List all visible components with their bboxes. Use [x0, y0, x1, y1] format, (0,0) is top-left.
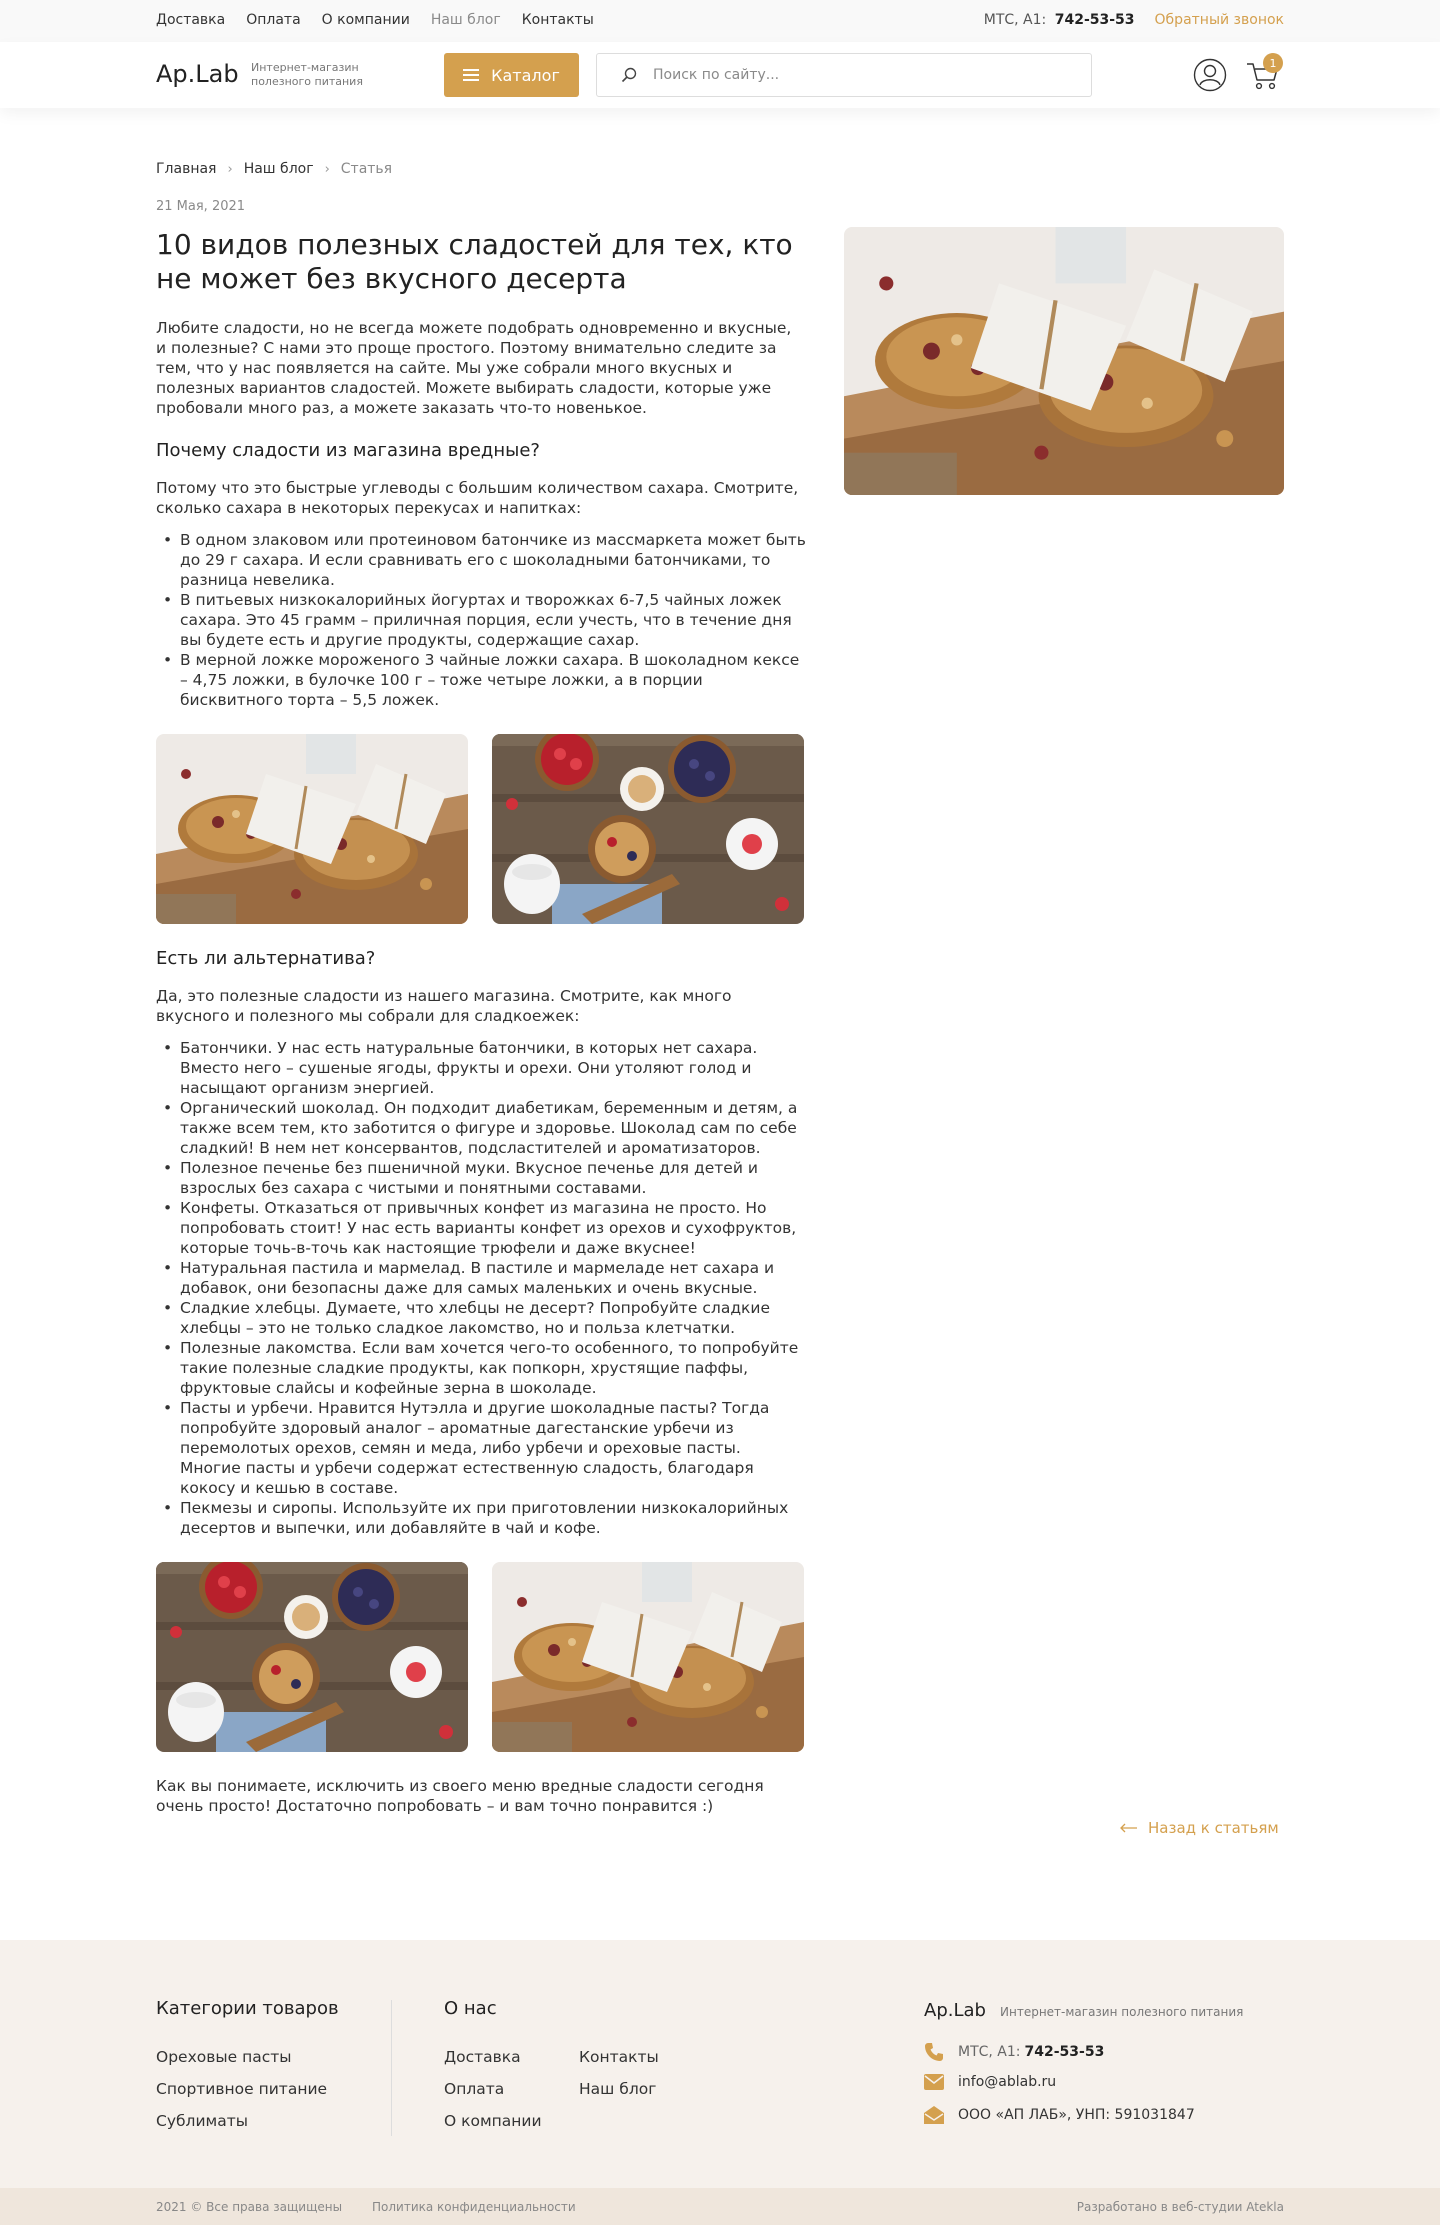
footer-category-link[interactable]: Ореховые пасты [156, 2048, 292, 2066]
bottom-bar [0, 2188, 1440, 2225]
list-item: • Полезные лакомства. Если вам хочется чего-то особенного, то попробуйте такие полезные сладкие продукты, как попкорн, хрустящие паффы, фруктовые слайсы и кофейные зерна в шоколаде. [156, 1338, 806, 1398]
footer-link-blog[interactable]: Наш блог [579, 2080, 657, 2098]
top-nav-delivery[interactable]: Доставка [156, 12, 226, 28]
footer-company [924, 2106, 1195, 2124]
footer-link-payment[interactable]: Оплата [444, 2080, 505, 2098]
arrow-left-icon [1120, 1823, 1138, 1833]
article-intro: Любите сладости, но не всегда можете подобрать одновременно и вкусные, и полезные? С нами это проще простого. Поэтому внимательно следите за тем, что у нас появляется на сайте. Мы уже собрали много вкусных и полезных вариантов сладостей. Можете выбирать сладости, которые уже пробовали много раз, а можете заказать что-то новенькое. [156, 319, 792, 417]
phone-icon [924, 2042, 944, 2062]
phone-number: 742-53-53 [1054, 12, 1135, 28]
list-item: • Пекмезы и сиропы. Используйте их при приготовлении низкокалорийных десертов и выпечки, или добавляйте в чай и кофе. [156, 1498, 806, 1538]
list-item: • Сладкие хлебцы. Думаете, что хлебцы не десерт? Попробуйте сладкие хлебцы – это не только сладкое лакомство, но и польза клетчатки. [156, 1298, 806, 1338]
footer-phone-number: 742-53-53 [1024, 2044, 1105, 2060]
catalog-button[interactable] [444, 53, 579, 97]
privacy-link[interactable]: Политика конфиденциальности [372, 2200, 576, 2214]
chevron-right-icon: › [324, 161, 330, 177]
list-item: • Натуральная пастила и мармелад. В пастиле и мармеладе нет сахара и добавок, они безопасны даже для самых маленьких и очень вкусные. [156, 1258, 806, 1298]
list-item: • Пасты и урбечи. Нравится Нутэлла и другие шоколадные пасты? Тогда попробуйте здоровый аналог – ароматные дагестанские урбечи из перемолотых орехов, семян и меда, либо урбечи и ореховые пасты. Многие пасты и урбечи содержат естественную сладость, благодаря кокосу и кешью в составе. [156, 1398, 806, 1498]
breadcrumb-current: Статья [340, 161, 393, 177]
copyright: 2021 © Все права защищены [156, 2200, 343, 2214]
footer-about-title: О нас [444, 1998, 497, 2019]
footer-company-text: ООО «АП ЛАБ», УНП: 591031847 [958, 2107, 1195, 2123]
back-label: Назад к статьям [1148, 1819, 1279, 1837]
footer [0, 1940, 1440, 2188]
breadcrumb [156, 161, 392, 177]
footer-email-text: info@ablab.ru [958, 2074, 1057, 2090]
developer-credit[interactable]: Разработано в веб-студии Atekla [1076, 2200, 1284, 2214]
callback-link[interactable]: Обратный звонок [1154, 12, 1284, 28]
top-nav-about[interactable]: О компании [321, 12, 410, 28]
footer-divider [391, 2000, 392, 2136]
top-bar [0, 0, 1440, 42]
list-item: • В одном злаковом или протеиновом батончике из массмаркета может быть до 29 г сахара. И если сравнивать его с шоколадными батончиками, то разница невелика. [156, 530, 806, 590]
logo-tagline: Интернет-магазин полезного питания [251, 61, 363, 88]
image-pair [156, 1562, 806, 1752]
menu-icon [463, 69, 479, 81]
cart-count-badge: 1 [1263, 53, 1283, 73]
phone-label: МТС, А1: [983, 12, 1047, 28]
catalog-label: Каталог [491, 65, 560, 85]
list-item: • В питьевых низкокалорийных йогуртах и творожках 6-7,5 чайных ложек сахара. Это 45 грамм – приличная порция, если учесть, что в течение дня вы будете есть и другие продукты, содержащие сахар. [156, 590, 806, 650]
article-paragraph: Да, это полезные сладости из нашего магазина. Смотрите, как много вкусного и полезного мы собрали для сладкоежек: [156, 987, 732, 1025]
footer-link-about[interactable]: О компании [444, 2112, 542, 2130]
list-item: • Органический шоколад. Он подходит диабетикам, беременным и детям, а также всем тем, кто заботится о фигуре и здоровье. Шоколад сам по себе сладкий! В нем нет консервантов, подсластителей и ароматизаторов. [156, 1098, 806, 1158]
top-nav-payment[interactable]: Оплата [246, 12, 301, 28]
footer-category-link[interactable]: Сублиматы [156, 2112, 248, 2130]
section-heading: Есть ли альтернатива? [156, 948, 376, 969]
mail-icon [924, 2074, 944, 2090]
search-box [596, 53, 1092, 97]
granola-bars-image [492, 1562, 804, 1752]
image-pair [156, 734, 806, 924]
footer-tagline: Интернет-магазин полезного питания [1000, 2005, 1244, 2019]
section-heading: Почему сладости из магазина вредные? [156, 440, 540, 461]
top-nav [156, 12, 615, 28]
article-date: 21 Мая, 2021 [156, 199, 246, 214]
header [0, 42, 1440, 108]
list-item: • В мерной ложке мороженого 3 чайные ложки сахара. В шоколадном кексе – 4,75 ложки, в булочке 100 г – тоже четыре ложки, а в порции бисквитного торта – 5,5 ложек. [156, 650, 806, 710]
sugar-list [156, 530, 806, 710]
footer-phone-label: МТС, А1: [958, 2044, 1021, 2060]
top-contacts [984, 12, 1284, 28]
berries-granola-image [492, 734, 804, 924]
list-item: • Батончики. У нас есть натуральные батончики, в которых нет сахара. Вместо него – сушеные ягоды, фрукты и орехи. Они утоляют голод и насыщают организм энергией. [156, 1038, 806, 1098]
breadcrumb-blog[interactable]: Наш блог [243, 161, 314, 177]
phone[interactable] [984, 12, 1135, 28]
footer-categories-title: Категории товаров [156, 1998, 339, 2019]
top-nav-blog[interactable]: Наш блог [430, 12, 501, 28]
article-outro: Как вы понимаете, исключить из своего меню вредные сладости сегодня очень просто! Достаточно попробовать – и вам точно понравится :) [156, 1777, 764, 1815]
search-input[interactable] [653, 67, 1073, 83]
footer-phone[interactable] [924, 2042, 1104, 2062]
berries-granola-image [156, 1562, 468, 1752]
breadcrumb-home[interactable]: Главная [156, 161, 217, 177]
article-body [156, 318, 806, 1838]
granola-bars-image [156, 734, 468, 924]
footer-email[interactable] [924, 2074, 1056, 2090]
footer-category-link[interactable]: Спортивное питание [156, 2080, 328, 2098]
footer-logo[interactable]: Ap.Lab [924, 2000, 986, 2021]
list-item: • Полезное печенье без пшеничной муки. Вкусное печенье для детей и взрослых без сахара с чистыми и понятными составами. [156, 1158, 806, 1198]
alternatives-list [156, 1038, 806, 1538]
article-title: 10 видов полезных сладостей для тех, кто не может без вкусного десерта [156, 228, 793, 295]
top-nav-contacts[interactable]: Контакты [521, 12, 594, 28]
back-to-articles-link[interactable] [1120, 1819, 1279, 1837]
search-icon [621, 67, 637, 83]
envelope-open-icon [924, 2106, 944, 2124]
logo[interactable]: Ap.Lab [156, 60, 239, 88]
list-item: • Конфеты. Отказаться от привычных конфет из магазина не просто. Но попробовать стоит! У нас есть варианты конфет из орехов и сухофруктов, которые точь-в-точь как настоящие трюфели и даже вкуснее! [156, 1198, 806, 1258]
hero-image [844, 227, 1284, 495]
chevron-right-icon: › [227, 161, 233, 177]
user-icon[interactable] [1193, 58, 1227, 92]
footer-link-delivery[interactable]: Доставка [444, 2048, 521, 2066]
article-paragraph: Потому что это быстрые углеводы с большим количеством сахара. Смотрите, сколько сахара в некоторых перекусах и напитках: [156, 479, 799, 517]
footer-link-contacts[interactable]: Контакты [579, 2048, 659, 2066]
